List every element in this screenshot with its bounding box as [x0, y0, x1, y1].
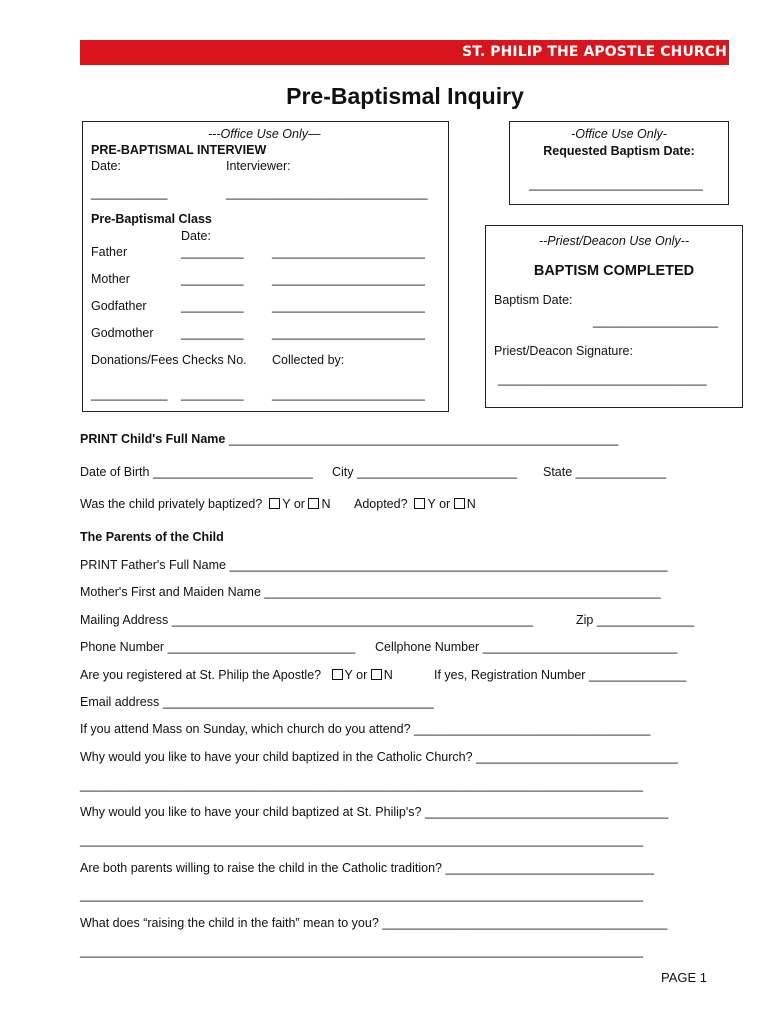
state-row [543, 465, 666, 479]
registered-no-checkbox[interactable] [371, 669, 382, 680]
registered-question: Are you registered at St. Philip the Apostle? [80, 668, 322, 682]
baptism-date-field[interactable]: __________________ [593, 314, 719, 328]
donations-field[interactable]: ___________ [91, 387, 168, 401]
state-field[interactable]: _____________ [575, 465, 667, 479]
why-stphilip-question: Why would you like to have your child baptized at St. Philip's? [80, 805, 422, 819]
adopted-question: Adopted? [354, 497, 408, 511]
why-stphilip-field[interactable]: ___________________________________ [424, 805, 669, 819]
address-label: Mailing Address [80, 613, 169, 627]
why-catholic-line[interactable]: _________________________________________________________________________________ [80, 778, 644, 792]
signature-label: Priest/Deacon Signature: [494, 344, 633, 358]
city-field[interactable]: _______________________ [357, 465, 517, 479]
registered-row [80, 668, 393, 682]
adopted-yes-checkbox[interactable] [414, 498, 425, 509]
address-field[interactable]: ____________________________________________________ [171, 613, 534, 627]
adopted-no-checkbox[interactable] [454, 498, 465, 509]
registration-number-row [434, 668, 686, 682]
adopted-or: or [439, 497, 451, 511]
godfather-field[interactable]: ______________________ [272, 299, 425, 313]
email-row [80, 695, 434, 709]
father-name-row [80, 558, 667, 572]
baptized-question: Was the child privately baptized? [80, 497, 263, 511]
cell-field[interactable]: ____________________________ [482, 640, 678, 654]
class-date-label: Date: [181, 229, 211, 243]
interview-label: PRE-BAPTISMAL INTERVIEW [91, 143, 267, 157]
office-use-box [82, 121, 449, 412]
dob-label: Date of Birth [80, 465, 150, 479]
godfather-label: Godfather [91, 299, 147, 313]
registered-or: or [356, 668, 368, 682]
adopted-row [354, 497, 476, 511]
child-name-field[interactable]: ________________________________________________________ [228, 432, 619, 446]
mass-field[interactable]: __________________________________ [414, 722, 651, 736]
dob-field[interactable]: _______________________ [152, 465, 313, 479]
registered-yes-label: Y [344, 668, 353, 682]
godmother-label: Godmother [91, 326, 154, 340]
baptized-yes-checkbox[interactable] [269, 498, 280, 509]
child-name-row [80, 432, 618, 446]
page-number: PAGE 1 [660, 970, 707, 985]
parents-heading: The Parents of the Child [80, 530, 224, 544]
church-banner [80, 40, 729, 65]
father-label: Father [91, 245, 128, 259]
why-stphilip-line[interactable]: _________________________________________________________________________________ [80, 833, 644, 847]
both-parents-row [80, 861, 654, 875]
phone-row [80, 640, 355, 654]
both-parents-question: Are both parents willing to raise the child in the Catholic tradition? [80, 861, 443, 875]
raising-line[interactable]: _________________________________________________________________________________ [80, 944, 644, 958]
cell-row [375, 640, 677, 654]
why-catholic-row [80, 750, 678, 764]
both-parents-field[interactable]: ______________________________ [445, 861, 655, 875]
mother-name-field[interactable]: _________________________________________________________ [264, 585, 661, 599]
mass-question: If you attend Mass on Sunday, which church do you attend? [80, 722, 411, 736]
interview-date-field[interactable]: ___________ [91, 186, 168, 200]
why-catholic-question: Why would you like to have your child baptized in the Catholic Church? [80, 750, 473, 764]
class-heading: Pre-Baptismal Class [91, 212, 212, 226]
email-label: Email address [80, 695, 160, 709]
zip-field[interactable]: ______________ [596, 613, 695, 627]
requested-label: Requested Baptism Date: [543, 144, 695, 158]
adopted-yes-label: Y [427, 497, 436, 511]
church-name: ST. PHILIP THE APOSTLE CHURCH [462, 44, 727, 60]
cell-label: Cellphone Number [375, 640, 480, 654]
signature-field[interactable]: ______________________________ [498, 372, 707, 386]
zip-label: Zip [576, 613, 594, 627]
state-label: State [543, 465, 573, 479]
mother-date-field[interactable]: _________ [181, 272, 244, 286]
baptized-no-label: N [321, 497, 331, 511]
requested-heading: -Office Use Only- [571, 127, 667, 141]
mother-name-row [80, 585, 661, 599]
father-field[interactable]: ______________________ [272, 245, 425, 259]
baptized-or: or [293, 497, 305, 511]
baptized-row [80, 497, 330, 511]
father-date-field[interactable]: _________ [181, 245, 244, 259]
priest-box [485, 225, 743, 408]
father-name-label: PRINT Father's Full Name [80, 558, 226, 572]
both-parents-line[interactable]: _________________________________________________________________________________ [80, 888, 644, 902]
phone-label: Phone Number [80, 640, 165, 654]
baptized-no-checkbox[interactable] [308, 498, 319, 509]
zip-row [576, 613, 694, 627]
baptism-completed-title: BAPTISM COMPLETED [533, 263, 695, 279]
why-catholic-field[interactable]: _____________________________ [476, 750, 678, 764]
collected-field[interactable]: ______________________ [272, 387, 425, 401]
check-number-field[interactable]: _________ [181, 387, 244, 401]
address-row [80, 613, 533, 627]
baptized-yes-label: Y [282, 497, 291, 511]
donations-label: Donations/Fees Checks No. [91, 353, 247, 367]
mother-name-label: Mother's First and Maiden Name [80, 585, 261, 599]
father-name-field[interactable]: _______________________________________________________________ [229, 558, 668, 572]
why-stphilip-row [80, 805, 668, 819]
mother-field[interactable]: ______________________ [272, 272, 425, 286]
registered-no-label: N [383, 668, 393, 682]
mass-row [80, 722, 650, 736]
interviewer-field[interactable]: _____________________________ [226, 186, 428, 200]
city-label: City [332, 465, 354, 479]
godfather-date-field[interactable]: _________ [181, 299, 244, 313]
interview-date-label: Date: [91, 159, 121, 173]
child-name-label: PRINT Child's Full Name [80, 432, 226, 446]
page-title: Pre-Baptismal Inquiry [286, 83, 524, 109]
email-field[interactable]: _______________________________________ [162, 695, 434, 709]
priest-heading: --Priest/Deacon Use Only-- [538, 234, 690, 248]
raising-question: What does “raising the child in the faith” mean to you? [80, 916, 379, 930]
raising-row [80, 916, 667, 930]
city-row [332, 465, 517, 479]
adopted-no-label: N [466, 497, 476, 511]
dob-row [80, 465, 313, 479]
raising-field[interactable]: _________________________________________ [382, 916, 668, 930]
godmother-field[interactable]: ______________________ [272, 326, 425, 340]
office-heading: ---Office Use Only— [208, 127, 321, 141]
interviewer-label: Interviewer: [226, 159, 291, 173]
requested-date-box [509, 121, 729, 205]
requested-date-field[interactable]: _________________________ [529, 177, 703, 191]
mother-label: Mother [91, 272, 130, 286]
registration-number-label: If yes, Registration Number [434, 668, 586, 682]
godmother-date-field[interactable]: _________ [181, 326, 244, 340]
phone-field[interactable]: ___________________________ [167, 640, 356, 654]
registered-yes-checkbox[interactable] [332, 669, 343, 680]
collected-label: Collected by: [272, 353, 345, 367]
registration-number-field[interactable]: ______________ [588, 668, 687, 682]
baptism-date-label: Baptism Date: [494, 293, 573, 307]
